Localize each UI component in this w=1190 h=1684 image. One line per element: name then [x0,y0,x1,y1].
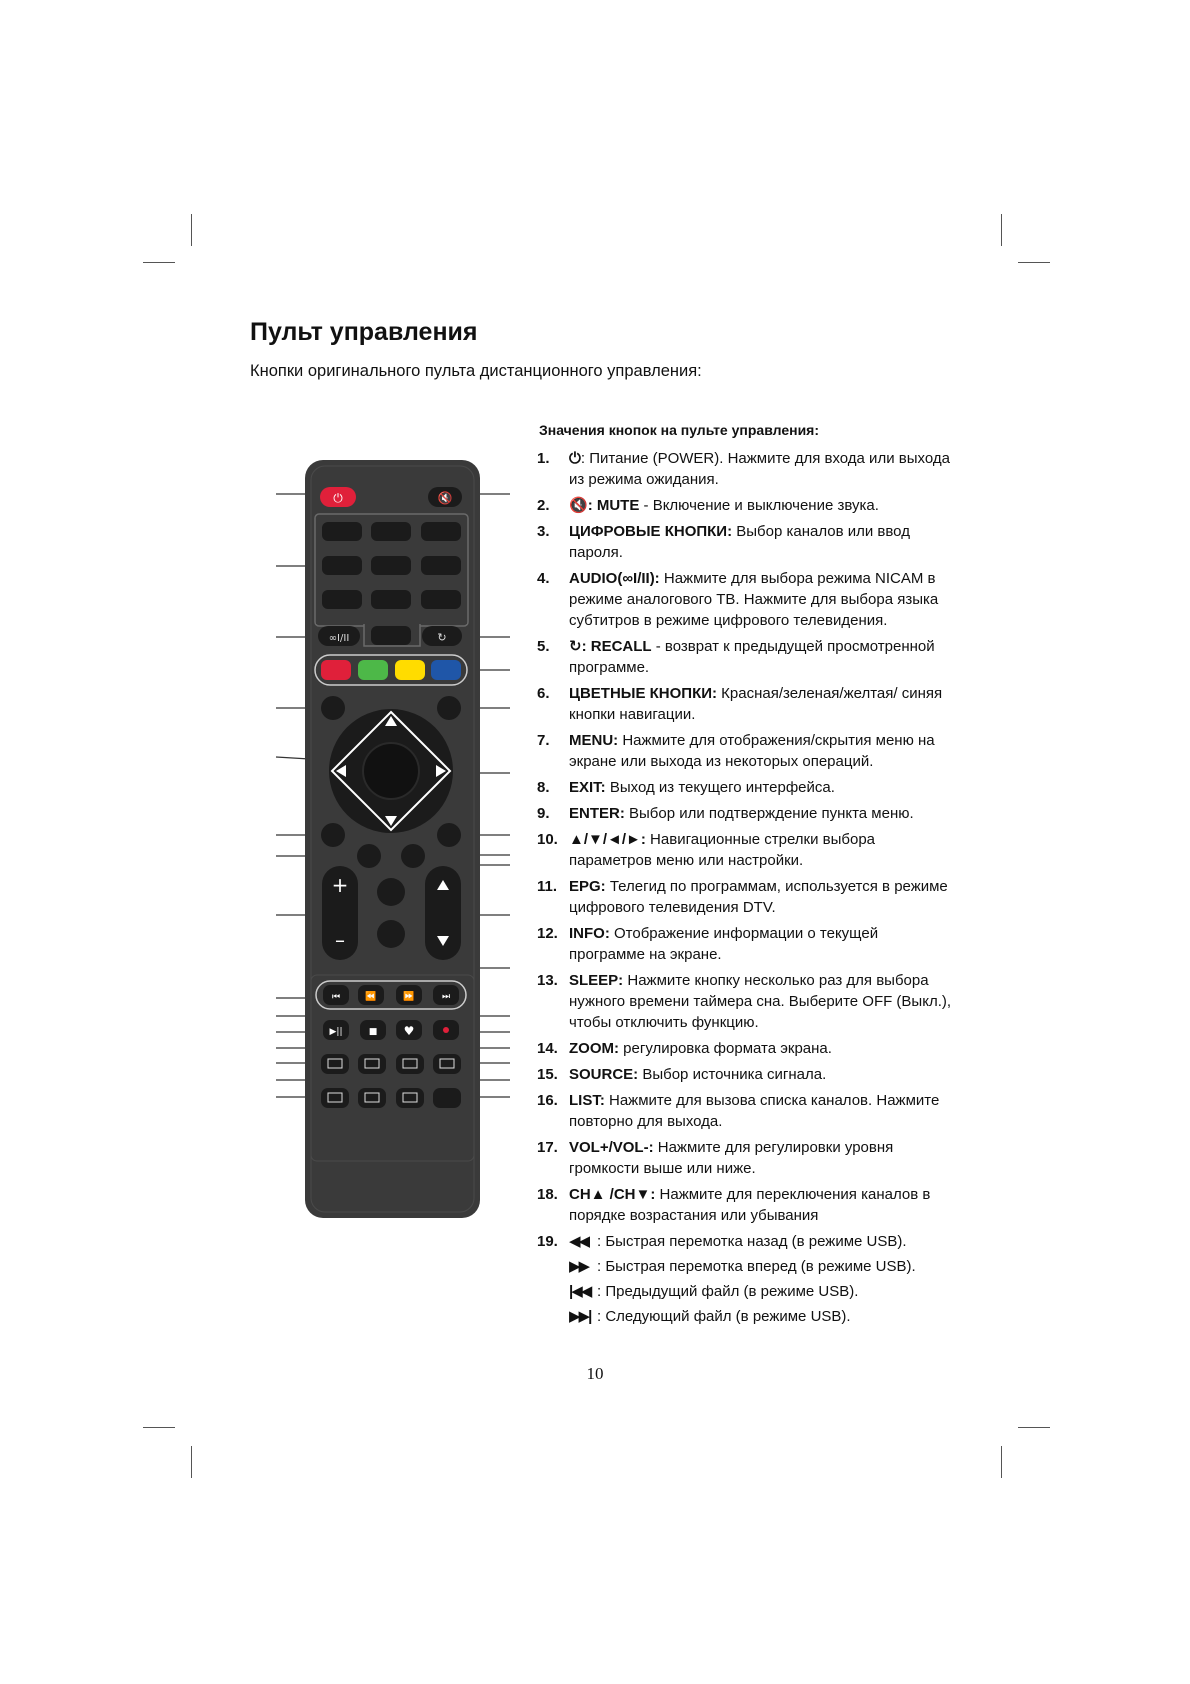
legend-item [537,1231,957,1331]
legend-item-text: ↻: RECALL - возврат к предыдущей просмотренной программе. [569,638,935,676]
legend-item-text: ▲/▼/◄/►: Навигационные стрелки выбора параметров меню или настройки. [569,831,876,869]
page-title: Пульт управления [250,318,478,346]
teletext-cancel-button[interactable] [396,1054,424,1074]
teletext-button[interactable] [321,1054,349,1074]
legend-item-number: 10. [537,831,558,848]
fast-forward-icon: ⏩ [403,992,415,1002]
legend-item [537,521,957,563]
legend-item [537,1184,957,1226]
legend-item [537,683,957,725]
legend-item [537,495,957,516]
digit-button[interactable] [371,590,411,609]
legend-item-number: 2. [537,497,550,514]
legend-item-number: 9. [537,805,550,822]
legend-item-label: EPG: [569,878,606,895]
power-icon: ⏻ [333,491,343,505]
legend-item-number: 5. [537,638,550,655]
legend-item-label: CH▲ /CH▼: [569,1186,656,1203]
volume-down-label: – [335,928,345,952]
recall-icon: ↻ [569,638,582,655]
sleep-button[interactable] [357,844,381,868]
digit-button[interactable] [371,556,411,575]
exit-button[interactable] [437,696,461,720]
digit-button[interactable] [421,590,461,609]
legend-item [537,876,957,918]
page-number: 10 [586,1364,604,1383]
recall-icon: ↻ [437,631,447,644]
red-button[interactable] [321,660,351,680]
legend-item [537,448,957,490]
button-legend [537,448,957,1336]
list-button[interactable] [377,920,405,948]
epg-button[interactable] [321,823,345,847]
source-button[interactable] [377,878,405,906]
legend-item-label: LIST: [569,1092,605,1109]
usb-legend-text: : Следующий файл (в режиме USB). [597,1308,851,1325]
legend-item-number: 18. [537,1186,558,1203]
legend-item-number: 19. [537,1233,558,1250]
heart-icon: ♥ [403,1024,415,1038]
usb-legend-row [569,1281,916,1302]
legend-item-text: VOL+/VOL-: Нажмите для регулировки уровня громкости выше или ниже. [569,1139,894,1177]
play-pause-icon: ▶|| [329,1027,343,1037]
legend-item [537,568,957,631]
legend-item-text: ZOOM: регулировка формата экрана. [569,1040,832,1057]
legend-item-label: SLEEP: [569,972,624,989]
info-button[interactable] [437,823,461,847]
digit-button[interactable] [322,590,362,609]
legend-item [537,1064,957,1085]
teletext-size-button[interactable] [433,1054,461,1074]
legend-item-label: AUDIO(∞I/II): [569,570,660,587]
green-button[interactable] [358,660,388,680]
legend-item-text [569,1231,916,1331]
legend-item-text: AUDIO(∞I/II): Нажмите для выбора режима NICAM в режиме аналогового ТВ. Нажмите для выбора языка субтитров в режиме цифрового телевидения. [569,570,939,629]
legend-item-text: SOURCE: Выбор источника сигнала. [569,1066,827,1083]
legend-item [537,803,957,824]
legend-item-text: INFO: Отображение информации о текущей программе на экране. [569,925,879,963]
power-icon: ⏻ [569,450,581,467]
legend-item [537,829,957,871]
usb-legend-text: : Быстрая перемотка назад (в режиме USB). [597,1233,907,1250]
blue-button[interactable] [431,660,461,680]
legend-item-number: 6. [537,685,550,702]
legend-item-number: 4. [537,570,550,587]
legend-item-text: MENU: Нажмите для отображения/скрытия меню на экране или выхода из некоторых операций. [569,732,935,770]
legend-item-label: ЦВЕТНЫЕ КНОПКИ: [569,685,718,702]
legend-item-number: 17. [537,1139,558,1156]
legend-item-label: : RECALL [581,638,652,655]
volume-up-label: + [331,873,349,897]
usb-legend-row [569,1256,916,1277]
legend-item [537,636,957,678]
legend-item-text: LIST: Нажмите для вызова списка каналов. Нажмите повторно для выхода. [569,1092,940,1130]
legend-item-number: 8. [537,779,550,796]
legend-item-number: 11. [537,878,558,895]
usb-legend-row [569,1231,916,1252]
legend-item-text: ENTER: Выбор или подтверждение пункта меню. [569,805,914,822]
rewind-icon: ◀◀ [569,1233,589,1250]
legend-item [537,1090,957,1132]
digit-button[interactable] [421,522,461,541]
teletext-index-button[interactable] [358,1088,386,1108]
legend-item [537,777,957,798]
digit-button[interactable] [322,522,362,541]
legend-item-text: ЦИФРОВЫЕ КНОПКИ: Выбор каналов или ввод пароля. [569,523,910,561]
mute-icon: 🔇 [437,491,453,505]
legend-item-number: 7. [537,732,550,749]
previous-file-icon: |◀◀ [569,1283,591,1300]
stop-icon: ■ [368,1027,378,1037]
legend-item [537,1038,957,1059]
legend-item-label: VOL+/VOL-: [569,1139,654,1156]
usb-legend-text: : Быстрая перемотка вперед (в режиме USB). [597,1258,916,1275]
legend-item [537,730,957,772]
legend-item [537,1137,957,1179]
legend-item-text: EPG: Телегид по программам, используется в режиме цифрового телевидения DTV. [569,878,948,916]
audio-button-label: ∞I/II [328,633,350,644]
legend-item-text: SLEEP: Нажмите кнопку несколько раз для выбора нужного времени таймера сна. Выберите OFF (Выкл.), чтобы отключить функцию. [569,972,952,1031]
legend-item-text: ЦВЕТНЫЕ КНОПКИ: Красная/зеленая/желтая/ синяя кнопки навигации. [569,685,943,723]
teletext-subpage-button[interactable] [321,1088,349,1108]
blank-button[interactable] [433,1088,461,1108]
legend-item-text: CH▲ /CH▼: Нажмите для переключения каналов в порядке возрастания или убывания [569,1186,931,1224]
teletext-hold-button[interactable] [358,1054,386,1074]
legend-item-text: EXIT: Выход из текущего интерфейса. [569,779,835,796]
digit-button[interactable] [371,522,411,541]
next-file-icon: ⏭ [441,992,451,1002]
teletext-reveal-button[interactable] [396,1088,424,1108]
usb-legend-text: : Предыдущий файл (в режиме USB). [597,1283,859,1300]
enter-button[interactable] [363,743,419,799]
rewind-icon: ⏪ [365,992,377,1002]
legend-item-label: EXIT: [569,779,606,796]
yellow-button[interactable] [395,660,425,680]
legend-item [537,923,957,965]
page-subtitle: Кнопки оригинального пульта дистанционного управления: [250,362,702,380]
legend-item-number: 15. [537,1066,558,1083]
digit-button[interactable] [371,626,411,645]
legend-item-label: ZOOM: [569,1040,619,1057]
legend-item-number: 13. [537,972,558,989]
legend-item-text: 🔇: MUTE - Включение и выключение звука. [569,497,879,514]
legend-item-label: ЦИФРОВЫЕ КНОПКИ: [569,523,733,540]
legend-item-text: ⏻: Питание (POWER). Нажмите для входа или выхода из режима ожидания. [569,450,950,488]
legend-item-number: 1. [537,450,550,467]
digit-button[interactable] [322,556,362,575]
legend-item-label: : MUTE [587,497,640,514]
legend-item-number: 3. [537,523,550,540]
legend-item-label: MENU: [569,732,619,749]
record-icon [443,1027,449,1033]
legend-heading: Значения кнопок на пульте управления: [539,422,819,438]
legend-item-label: ENTER: [569,805,625,822]
legend-item-number: 16. [537,1092,558,1109]
next-file-icon: ▶▶| [569,1308,591,1325]
digit-button[interactable] [421,556,461,575]
legend-item-label: SOURCE: [569,1066,639,1083]
legend-item-number: 12. [537,925,558,942]
usb-legend-row [569,1306,916,1327]
fast-forward-icon: ▶▶ [569,1258,589,1275]
legend-item [537,970,957,1033]
legend-item-number: 14. [537,1040,558,1057]
menu-button[interactable] [321,696,345,720]
previous-file-icon: ⏮ [331,992,341,1002]
legend-item-label: ▲/▼/◄/►: [569,831,646,848]
legend-item-label: INFO: [569,925,610,942]
zoom-button[interactable] [401,844,425,868]
mute-icon: 🔇 [569,497,588,514]
